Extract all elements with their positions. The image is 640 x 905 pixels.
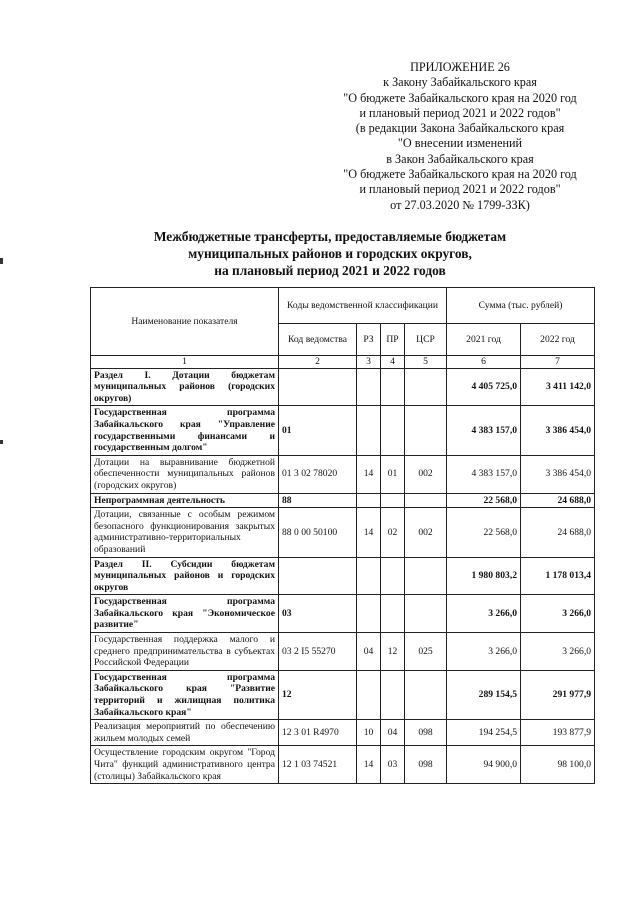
- row-rz: 10: [357, 720, 381, 746]
- row-value-2021: 1 980 803,2: [447, 557, 521, 595]
- table-row: [91, 595, 595, 633]
- row-pr: 04: [381, 720, 405, 746]
- row-csr: [405, 670, 447, 719]
- document-title: [60, 228, 600, 279]
- column-number: 1: [91, 356, 279, 369]
- table-row: [91, 557, 595, 595]
- column-number: 3: [357, 356, 381, 369]
- row-pr: [381, 670, 405, 719]
- column-number: 5: [405, 356, 447, 369]
- table-row: [91, 508, 595, 557]
- row-value-2022: 3 266,0: [521, 633, 595, 671]
- appendix-line: от 27.03.2020 № 1799-ЗЗК): [390, 197, 530, 212]
- transfers-table: [90, 287, 595, 784]
- column-number: 4: [381, 356, 405, 369]
- appendix-line: и плановый период 2021 и 2022 годов": [359, 182, 561, 197]
- title-line: муниципальных районов и городских округов,: [188, 246, 472, 261]
- header-dept-code: Код ведомства: [279, 324, 357, 356]
- header-year-2021: 2021 год: [447, 324, 521, 356]
- row-value-2022: 193 877,9: [521, 720, 595, 746]
- column-number: 2: [279, 356, 357, 369]
- header-csr: ЦСР: [405, 324, 447, 356]
- row-name: Государственная поддержка малого и среднего предпринимательства в субъектах Российской Федерации: [91, 633, 279, 671]
- row-code: 12: [279, 670, 357, 719]
- appendix-line: (в редакции Закона Забайкальского края: [355, 121, 565, 136]
- row-code: 03: [279, 595, 357, 633]
- row-name: Раздел I. Дотации бюджетам муниципальных районов (городских округов): [91, 368, 279, 406]
- row-pr: [381, 595, 405, 633]
- row-value-2021: 22 568,0: [447, 493, 521, 508]
- appendix-line: и плановый период 2021 и 2022 годов": [359, 105, 561, 120]
- title-line: Межбюджетные трансферты, предоставляемые бюджетам: [153, 229, 507, 244]
- row-name: Дотации, связанные с особым режимом безопасного функционирования закрытых административно-территориальных образований: [91, 508, 279, 557]
- row-pr: 01: [381, 455, 405, 493]
- table-row: [91, 368, 595, 406]
- row-value-2022: 3 386 454,0: [521, 406, 595, 455]
- row-value-2021: 289 154,5: [447, 670, 521, 719]
- scan-margin-mark: [0, 258, 3, 264]
- row-value-2021: 4 405 725,0: [447, 368, 521, 406]
- header-year-2022: 2022 год: [521, 324, 595, 356]
- row-name: Реализация мероприятий по обеспечению жильем молодых семей: [91, 720, 279, 746]
- row-rz: 14: [357, 508, 381, 557]
- header-rz: РЗ: [357, 324, 381, 356]
- column-number: 6: [447, 356, 521, 369]
- row-value-2022: 24 688,0: [521, 493, 595, 508]
- appendix-line: ПРИЛОЖЕНИЕ 26: [410, 60, 510, 74]
- row-name: Государственная программа Забайкальского края "Управление государственными финансами и государственным долгом": [91, 406, 279, 455]
- row-pr: [381, 406, 405, 455]
- column-numbers-row: [91, 356, 595, 369]
- row-csr: 098: [405, 746, 447, 784]
- row-csr: [405, 406, 447, 455]
- table-row: [91, 633, 595, 671]
- appendix-line: в Закон Забайкальского края: [386, 151, 534, 166]
- row-code: [279, 557, 357, 595]
- appendix-line: "О бюджете Забайкальского края на 2020 год: [343, 90, 577, 105]
- row-code: 01: [279, 406, 357, 455]
- row-name: Дотации на выравнивание бюджетной обеспеченности муниципальных районов (городских округов): [91, 455, 279, 493]
- row-value-2021: 94 900,0: [447, 746, 521, 784]
- row-csr: [405, 595, 447, 633]
- appendix-header: [300, 60, 620, 213]
- table-row: [91, 406, 595, 455]
- row-code: 03 2 I5 55270: [279, 633, 357, 671]
- header-name: Наименование показателя: [91, 288, 279, 356]
- title-line: на плановый период 2021 и 2022 годов: [214, 263, 446, 278]
- column-number: 7: [521, 356, 595, 369]
- row-rz: [357, 670, 381, 719]
- table-row: [91, 455, 595, 493]
- row-rz: [357, 493, 381, 508]
- row-csr: [405, 557, 447, 595]
- row-csr: [405, 368, 447, 406]
- appendix-line: "О внесении изменений: [397, 136, 523, 151]
- row-value-2022: 291 977,9: [521, 670, 595, 719]
- row-value-2021: 4 383 157,0: [447, 455, 521, 493]
- row-name: Государственная программа Забайкальского края "Развитие территорий и жилищная политика Забайкальского края": [91, 670, 279, 719]
- header-sum-group: Сумма (тыс. рублей): [447, 288, 595, 324]
- row-value-2022: 98 100,0: [521, 746, 595, 784]
- row-csr: [405, 493, 447, 508]
- row-code: 12 3 01 R4970: [279, 720, 357, 746]
- row-csr: 002: [405, 455, 447, 493]
- row-rz: [357, 595, 381, 633]
- row-value-2021: 4 383 157,0: [447, 406, 521, 455]
- header-codes-group: Коды ведомственной классификации: [279, 288, 447, 324]
- row-pr: [381, 557, 405, 595]
- row-value-2022: 3 266,0: [521, 595, 595, 633]
- row-code: 12 1 03 74521: [279, 746, 357, 784]
- row-name: Непрограммная деятельность: [91, 493, 279, 508]
- table-row: [91, 746, 595, 784]
- row-code: 01 3 02 78020: [279, 455, 357, 493]
- row-value-2022: 3 411 142,0: [521, 368, 595, 406]
- row-code: [279, 368, 357, 406]
- row-value-2021: 194 254,5: [447, 720, 521, 746]
- header-row: [91, 288, 595, 324]
- row-value-2021: 3 266,0: [447, 633, 521, 671]
- row-name: Государственная программа Забайкальского края "Экономическое развитие": [91, 595, 279, 633]
- row-name: Раздел II. Субсидии бюджетам муниципальных районов и городских округов: [91, 557, 279, 595]
- table-row: [91, 670, 595, 719]
- row-pr: [381, 368, 405, 406]
- row-rz: 14: [357, 746, 381, 784]
- appendix-line: к Закону Забайкальского края: [383, 75, 537, 90]
- row-csr: 098: [405, 720, 447, 746]
- table-row: [91, 720, 595, 746]
- row-value-2021: 3 266,0: [447, 595, 521, 633]
- row-value-2022: 24 688,0: [521, 508, 595, 557]
- row-pr: [381, 493, 405, 508]
- row-rz: [357, 406, 381, 455]
- appendix-line: "О бюджете Забайкальского края на 2020 год: [343, 167, 577, 182]
- row-value-2022: 3 386 454,0: [521, 455, 595, 493]
- row-pr: 03: [381, 746, 405, 784]
- row-code: 88 0 00 50100: [279, 508, 357, 557]
- row-rz: [357, 368, 381, 406]
- scan-margin-mark: [0, 440, 3, 444]
- row-code: 88: [279, 493, 357, 508]
- row-csr: 025: [405, 633, 447, 671]
- row-pr: 12: [381, 633, 405, 671]
- row-name: Осуществление городским округом "Город Чита" функций административного центра (столицы) Забайкальского края: [91, 746, 279, 784]
- row-csr: 002: [405, 508, 447, 557]
- table-row: [91, 493, 595, 508]
- row-rz: 04: [357, 633, 381, 671]
- row-rz: [357, 557, 381, 595]
- row-rz: 14: [357, 455, 381, 493]
- row-value-2022: 1 178 013,4: [521, 557, 595, 595]
- row-value-2021: 22 568,0: [447, 508, 521, 557]
- row-pr: 02: [381, 508, 405, 557]
- header-pr: ПР: [381, 324, 405, 356]
